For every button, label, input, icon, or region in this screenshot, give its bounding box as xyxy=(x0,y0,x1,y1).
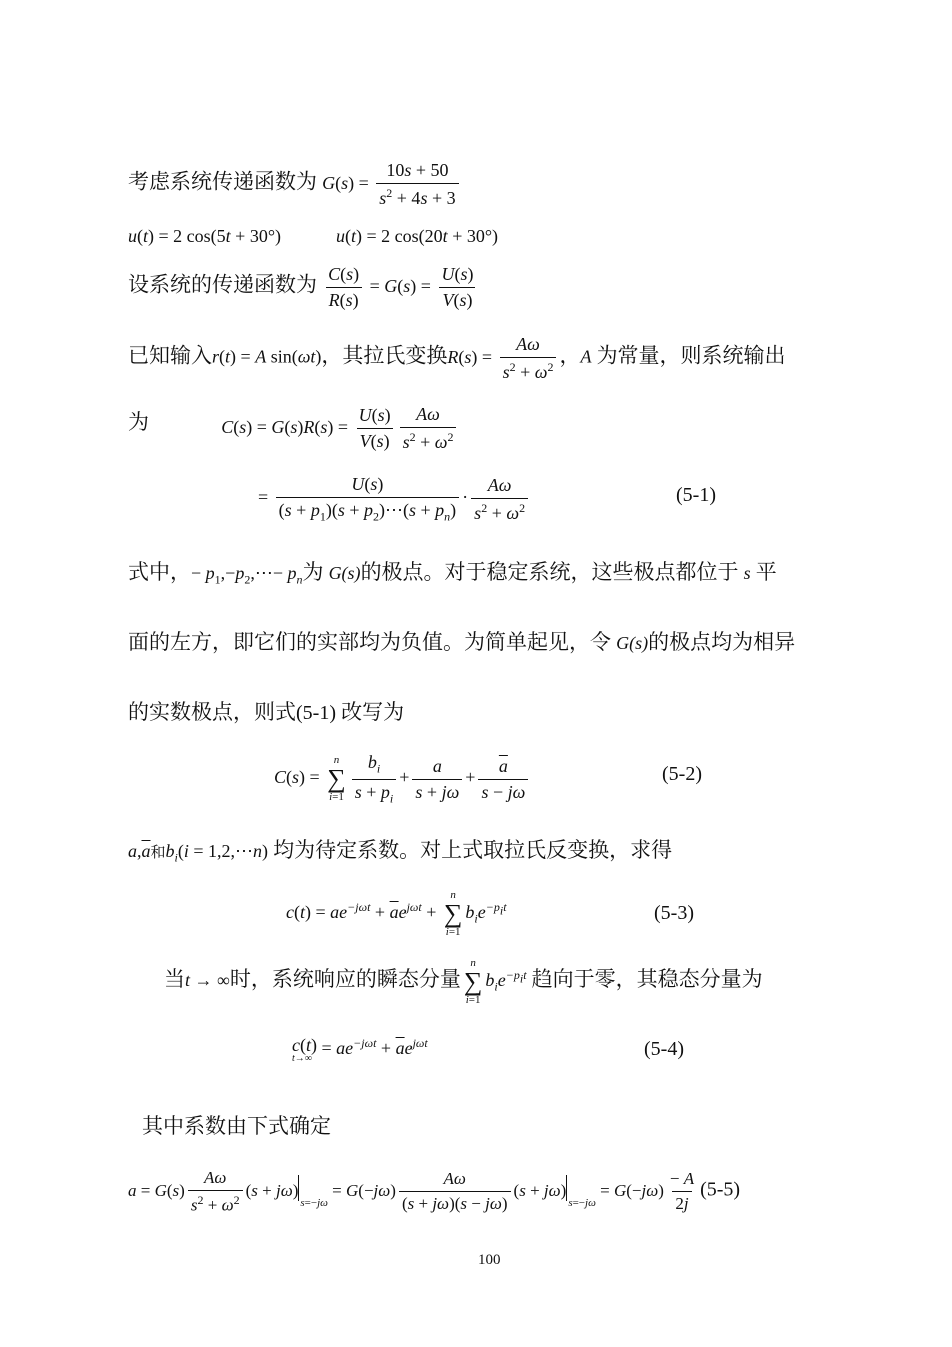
text-left-half: 面的左方，即它们的实部均为负值。为简单起见，令 xyxy=(128,630,611,654)
page-number: 100 xyxy=(478,1252,501,1268)
text-comma: ， xyxy=(559,343,581,368)
gs-formula: G(s) = $\frac{10s + 50}{s^2 + 4s + 3}$ xyxy=(322,173,462,193)
text-shizhong: 式中， xyxy=(128,560,191,584)
eq-5-2-formula: C(s) = n ∑ i=1 $\frac{b_i}{s + p_i}$ + $\frac{a}{s + j\omega}$ + $\frac{\overline{a}}{s - j\omega}$ xyxy=(274,767,531,787)
eq-label-5-5: (5-5) xyxy=(700,1178,741,1201)
line-steady-state xyxy=(164,958,763,1006)
eq-5-5-formula: a = G(s) $\frac{A\omega}{s^2 + \omega^2}$ (s + jω) s=−jω = G(−jω) $\frac{A\omega}{(s + j\omega)(s - j\omega)}$ (s + jω) s=−jω = G(−jω) $\frac{- A}{2j}$ xyxy=(128,1168,695,1215)
ref-5-1: (5-1) xyxy=(296,702,336,724)
eq-5-4 xyxy=(292,1036,428,1064)
eq-5-1-formula: = $\frac{U(s)}{(s + p_1)(s + p_2)\cdots(s + p_n)}$ · $\frac{A\omega}{s^2 + \omega^2}$ xyxy=(258,487,531,507)
text-ping: 平 xyxy=(755,560,777,584)
cs-formula: C(s) = G(s)R(s) = $\frac{U(s)}{V(s)}$ $\frac{A\omega}{s^2 + \omega^2}$ xyxy=(221,417,459,437)
text-known-input: 已知输入 xyxy=(128,343,212,368)
eq-5-4-formula: c(t) t→∞ = $ae^{-j\omega t} + \overline{a}e^{j\omega t}$ xyxy=(292,1035,428,1064)
text-laplace: ，其拉氏变换 xyxy=(321,343,448,368)
rt-formula: r(t) = A sin(ωt) xyxy=(212,346,322,367)
eq-5-1 xyxy=(258,474,531,525)
gs-inline-2: G(s) xyxy=(616,633,649,653)
eq-5-3 xyxy=(286,890,507,938)
text-steady: 趋向于零，其稳态分量为 xyxy=(531,967,763,992)
coef-list: $a,\overline{a}$和$b_i(i$ = 1,2,⋯n) xyxy=(128,841,269,865)
symbol-a: A xyxy=(580,346,592,367)
text-constant: 为常量，则系统输出 xyxy=(596,343,786,368)
line-transfer-function xyxy=(128,160,462,209)
eq-label-5-3: (5-3) xyxy=(654,902,694,924)
rs-formula: R(s) = $\frac{A\omega}{s^2 + \omega^2}$ xyxy=(447,347,559,367)
line-coef-determined xyxy=(142,1110,331,1140)
s-plane-symbol: s xyxy=(743,563,751,583)
text-real-poles: 的实数极点，则式 xyxy=(128,700,296,724)
line-input-laplace xyxy=(128,334,786,383)
eq-label-5-1: (5-1) xyxy=(676,484,716,506)
eq-label-5-2: (5-2) xyxy=(662,763,702,785)
text-distinct: 的极点均为相异 xyxy=(648,630,796,654)
t-to-inf: t → ∞ xyxy=(185,970,230,991)
intro-text: 考虑系统传递函数为 xyxy=(128,169,317,194)
line-output-cs xyxy=(128,404,459,453)
transfer-text: 设系统的传递函数为 xyxy=(128,272,317,297)
eq-label-5-4: (5-4) xyxy=(644,1038,684,1060)
line-coefficients xyxy=(128,834,672,866)
cr-formula: $\frac{C(s)}{R(s)}$ = G(s) = $\frac{U(s)}{V(s)}$ xyxy=(322,276,479,296)
transient-sum: n ∑ i=1 $b_ie^{-p_it}$ xyxy=(463,957,527,1006)
line-poles xyxy=(128,556,777,588)
text-wei: 为 xyxy=(128,409,149,434)
text-transient: 时，系统响应的瞬态分量 xyxy=(229,967,461,992)
eq-5-2 xyxy=(274,752,531,806)
line-left-half xyxy=(128,626,795,656)
text-wei-2: 为 xyxy=(302,560,324,584)
eq-5-5 xyxy=(128,1168,740,1216)
line-rewrite xyxy=(128,696,404,726)
input-signals: u(t) = 2 cos(5t + 30°) u(t) = 2 cos(20t + 30°) xyxy=(128,226,499,246)
eq-5-3-formula: $c(t) = ae^{-j\omega t} + \overline{a}e^{j\omega t}$ + n ∑ i=1 $b_ie^{-p_it}$ xyxy=(286,889,507,938)
gs-inline: G(s) xyxy=(328,563,361,583)
text-dang: 当 xyxy=(164,967,185,992)
text-stable: 的极点。对于稳定系统，这些极点都位于 xyxy=(360,560,739,584)
text-undetermined: 均为待定系数。对上式取拉氏反变换，求得 xyxy=(273,838,673,862)
line-cr-ratio xyxy=(128,264,479,311)
poles-list: − $p_1,-p_2,\cdots- p_n$ xyxy=(191,563,303,587)
text-coef-det: 其中系数由下式确定 xyxy=(142,1114,331,1138)
text-rewrite: 改写为 xyxy=(341,700,405,724)
